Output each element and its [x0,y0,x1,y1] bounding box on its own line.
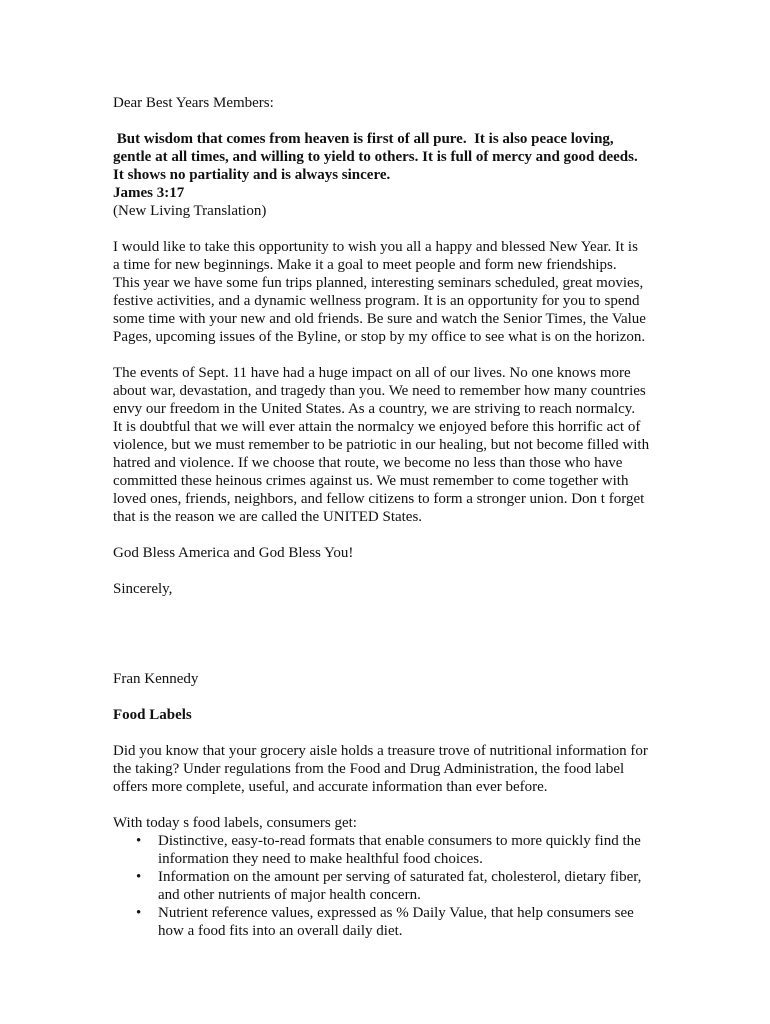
verse-line: But wisdom that comes from heaven is first of all pure. It is also peace loving, [113,131,614,147]
paragraph-line: festive activities, and a dynamic wellness program. It is an opportunity for you to spend [113,293,640,309]
new-year-paragraph [113,238,663,346]
paragraph-line: that is the reason we are called the UNITED States. [113,509,423,525]
paragraph-line: hatred and violence. If we choose that route, we become no less than those who have [113,455,623,471]
paragraph-line: a time for new beginnings. Make it a goal to meet people and form new friendships. [113,257,617,273]
paragraph-line: some time with your new and old friends. Be sure and watch the Senior Times, the Value [113,311,646,327]
bullet-icon: • [136,833,142,849]
verse-line: gentle at all times, and willing to yield to others. It is full of mercy and good deeds. [113,149,638,165]
list-item [136,832,663,868]
sept-11-paragraph [113,364,663,526]
paragraph-line: envy our freedom in the United States. As a country, we are striving to reach normalcy. [113,401,636,417]
list-item-line: and other nutrients of major health concern. [158,887,421,903]
paragraph-line: I would like to take this opportunity to wish you all a happy and blessed New Year. It is [113,239,638,255]
paragraph-line: offers more complete, useful, and accurate information than ever before. [113,779,548,795]
paragraph-line: Did you know that your grocery aisle holds a treasure trove of nutritional information for [113,743,648,759]
bullet-icon: • [136,869,142,885]
paragraph-line: violence, but we must remember to be patriotic in our healing, but not become filled with [113,437,650,453]
scripture-quote [113,130,663,220]
list-item-line: Nutrient reference values, expressed as % Daily Value, that help consumers see [158,905,634,921]
paragraph-line: The events of Sept. 11 have had a huge impact on all of our lives. No one knows more [113,365,631,381]
paragraph-line: committed these heinous crimes against us. We must remember to come together with [113,473,629,489]
verse-translation: (New Living Translation) [113,203,267,219]
paragraph-line: Pages, upcoming issues of the Byline, or stop by my office to see what is on the horizon. [113,329,646,345]
bullet-icon: • [136,905,142,921]
list-item-line: information they need to make healthful food choices. [158,851,483,867]
benefits-list [113,832,663,940]
section-heading: Food Labels [113,707,192,723]
blessing-line: God Bless America and God Bless You! [113,545,354,561]
document-page [113,94,663,940]
signature-name: Fran Kennedy [113,671,199,687]
list-item-line: Distinctive, easy-to-read formats that enable consumers to more quickly find the [158,833,641,849]
list-item-line: Information on the amount per serving of saturated fat, cholesterol, dietary fiber, [158,869,642,885]
list-item-line: how a food fits into an overall daily diet. [158,923,403,939]
closing: Sincerely, [113,581,173,597]
paragraph-line: the taking? Under regulations from the Food and Drug Administration, the food label [113,761,625,777]
paragraph-line: This year we have some fun trips planned, interesting seminars scheduled, great movies, [113,275,644,291]
salutation: Dear Best Years Members: [113,95,274,111]
paragraph-line: about war, devastation, and tragedy than you. We need to remember how many countries [113,383,646,399]
paragraph-line: It is doubtful that we will ever attain the normalcy we enjoyed before this horrific act of [113,419,641,435]
verse-reference: James 3:17 [113,185,185,201]
verse-line: It shows no partiality and is always sincere. [113,167,391,183]
list-item [136,868,663,904]
food-labels-intro [113,742,663,796]
paragraph-line: loved ones, friends, neighbors, and fellow citizens to form a stronger union. Don t forget [113,491,645,507]
list-item [136,904,663,940]
list-lead-in: With today s food labels, consumers get: [113,815,357,831]
